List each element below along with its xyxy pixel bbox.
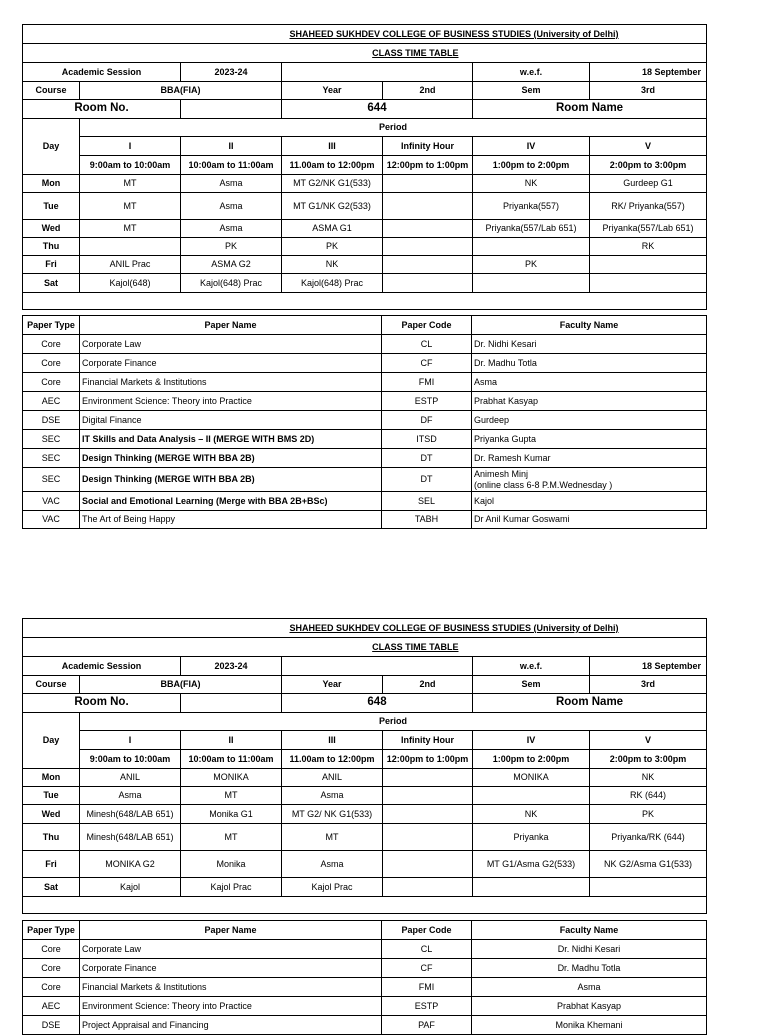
paper-code: DT [382, 468, 472, 492]
wef-label: w.e.f. [473, 63, 590, 82]
period-number: III [282, 731, 383, 750]
faculty-name [472, 468, 707, 492]
faculty-name-text: Animesh Minj [474, 469, 529, 480]
faculty-name-text: Prabhat Kasyap [474, 395, 539, 406]
course-value: BBA(FIA) [80, 82, 282, 100]
room-row [23, 100, 707, 119]
class-time-table-title: CLASS TIME TABLE [282, 638, 473, 657]
day-name: Mon [23, 769, 80, 787]
class-slot: Kajol Prac [181, 878, 282, 897]
faculty-name [472, 511, 707, 529]
sem-value: 3rd [590, 82, 707, 100]
period-number: V [590, 137, 707, 156]
faculty-name-text: Kajol [474, 495, 495, 506]
day-row [23, 769, 707, 787]
period-time: 9:00am to 10:00am [80, 750, 181, 769]
subtitle-row [23, 44, 707, 63]
class-slot: RK [590, 238, 707, 256]
paper-code: CL [382, 940, 472, 959]
period-number: I [80, 137, 181, 156]
paper-row [23, 373, 707, 392]
paper-code: FMI [382, 978, 472, 997]
paper-type: Core [23, 959, 80, 978]
paper-row [23, 940, 707, 959]
paper-row [23, 1016, 707, 1035]
day-row [23, 787, 707, 805]
day-name: Sat [23, 878, 80, 897]
class-slot: ASMA G2 [181, 256, 282, 274]
period-numbers-row [23, 137, 707, 156]
day-name: Mon [23, 175, 80, 193]
blank-cell [282, 63, 473, 82]
papers-header-row [23, 316, 707, 335]
day-name: Tue [23, 787, 80, 805]
faculty-name-text: Dr. Nidhi Kesari [557, 943, 621, 954]
class-slot: RK (644) [590, 787, 707, 805]
faculty-name [472, 430, 707, 449]
class-slot: Priyanka [473, 824, 590, 851]
class-slot: NK [590, 769, 707, 787]
paper-type: VAC [23, 492, 80, 511]
paper-name: Social and Emotional Learning (Merge with BBA 2B+BSc) [80, 492, 382, 511]
course-row [23, 676, 707, 694]
wef-value: 18 September [590, 63, 707, 82]
class-slot [383, 787, 473, 805]
year-label: Year [282, 82, 383, 100]
paper-type: VAC [23, 511, 80, 529]
class-slot: MT G2/NK G1(533) [282, 175, 383, 193]
day-name: Tue [23, 193, 80, 220]
period-time: 1:00pm to 2:00pm [473, 156, 590, 175]
period-number: IV [473, 137, 590, 156]
faculty-name-text: Dr. Ramesh Kumar [474, 452, 551, 463]
paper-code: FMI [382, 373, 472, 392]
period-number: IV [473, 731, 590, 750]
period-number: III [282, 137, 383, 156]
room-no-label: Room No. [23, 100, 181, 119]
class-slot: Gurdeep G1 [590, 175, 707, 193]
room-name-label: Room Name [473, 694, 707, 713]
faculty-name-text: Dr Anil Kumar Goswami [474, 514, 570, 525]
day-row [23, 805, 707, 824]
day-name: Fri [23, 851, 80, 878]
course-label: Course [23, 82, 80, 100]
paper-row [23, 959, 707, 978]
academic-session-value: 2023-24 [181, 63, 282, 82]
paper-row [23, 335, 707, 354]
day-row [23, 220, 707, 238]
day-name: Thu [23, 238, 80, 256]
paper-type: SEC [23, 468, 80, 492]
paper-code: DF [382, 411, 472, 430]
class-slot [383, 851, 473, 878]
day-row [23, 175, 707, 193]
class-slot: NK G2/Asma G1(533) [590, 851, 707, 878]
period-header: Period [80, 119, 707, 137]
paper-code: TABH [382, 511, 472, 529]
class-slot: NK [473, 805, 590, 824]
period-number: II [181, 137, 282, 156]
paper-code: PAF [382, 1016, 472, 1035]
academic-session-label: Academic Session [23, 657, 181, 676]
class-slot: Priyanka(557/Lab 651) [590, 220, 707, 238]
period-time: 2:00pm to 3:00pm [590, 156, 707, 175]
day-header: Day [23, 713, 80, 769]
faculty-name [472, 978, 707, 997]
room-row [23, 694, 707, 713]
period-time: 11.00am to 12:00pm [282, 156, 383, 175]
paper-name: Project Appraisal and Financing [80, 1016, 382, 1035]
paper-type: SEC [23, 430, 80, 449]
paper-name: Corporate Finance [80, 354, 382, 373]
paper-row [23, 492, 707, 511]
paper-type: Core [23, 354, 80, 373]
paper-type: SEC [23, 449, 80, 468]
faculty-name [472, 959, 707, 978]
class-slot: NK [473, 175, 590, 193]
paper-row [23, 449, 707, 468]
class-slot: Kajol(648) [80, 274, 181, 293]
course-row [23, 82, 707, 100]
paper-name: Corporate Finance [80, 959, 382, 978]
room-name-label: Room Name [473, 100, 707, 119]
paper-type: DSE [23, 411, 80, 430]
blank-cell [181, 100, 282, 119]
paper-name: Environment Science: Theory into Practice [80, 997, 382, 1016]
class-slot [590, 878, 707, 897]
class-slot: MONIKA [181, 769, 282, 787]
period-time: 9:00am to 10:00am [80, 156, 181, 175]
class-slot [383, 274, 473, 293]
blank-cell [473, 44, 707, 63]
class-slot: MT [181, 824, 282, 851]
faculty-name [472, 940, 707, 959]
class-slot [383, 824, 473, 851]
year-value: 2nd [383, 82, 473, 100]
day-row [23, 256, 707, 274]
paper-name-header: Paper Name [80, 316, 382, 335]
period-number: Infinity Hour [383, 137, 473, 156]
class-slot: PK [181, 238, 282, 256]
class-slot: MT [282, 824, 383, 851]
day-header: Day [23, 119, 80, 175]
class-slot: Kajol Prac [282, 878, 383, 897]
paper-row [23, 354, 707, 373]
period-numbers-row [23, 731, 707, 750]
paper-code: ESTP [382, 997, 472, 1016]
class-slot: NK [282, 256, 383, 274]
period-number: I [80, 731, 181, 750]
paper-code-header: Paper Code [382, 316, 472, 335]
day-name: Wed [23, 805, 80, 824]
year-value: 2nd [383, 676, 473, 694]
class-slot: ANIL Prac [80, 256, 181, 274]
faculty-name-text: Prabhat Kasyap [556, 1000, 622, 1011]
sem-value: 3rd [590, 676, 707, 694]
paper-type-header: Paper Type [23, 316, 80, 335]
paper-code-header: Paper Code [382, 921, 472, 940]
class-slot: MT [80, 220, 181, 238]
paper-row [23, 997, 707, 1016]
paper-row [23, 411, 707, 430]
faculty-name-text: Monika Khemani [555, 1019, 623, 1030]
class-slot [473, 878, 590, 897]
class-slot: Asma [181, 175, 282, 193]
paper-name: Design Thinking (MERGE WITH BBA 2B) [80, 449, 382, 468]
paper-name: Design Thinking (MERGE WITH BBA 2B) [80, 468, 382, 492]
faculty-name-text: Gurdeep [474, 414, 510, 425]
class-slot: Minesh(648/LAB 651) [80, 824, 181, 851]
sem-label: Sem [473, 676, 590, 694]
faculty-note: (online class 6-8 P.M.Wednesday ) [474, 479, 613, 490]
period-time: 12:00pm to 1:00pm [383, 750, 473, 769]
faculty-name [472, 354, 707, 373]
faculty-name [472, 449, 707, 468]
period-header: Period [80, 713, 707, 731]
period-time: 11.00am to 12:00pm [282, 750, 383, 769]
paper-name: IT Skills and Data Analysis – II (MERGE WITH BMS 2D) [80, 430, 382, 449]
period-times-row [23, 750, 707, 769]
class-slot: MT [181, 787, 282, 805]
period-row [23, 119, 707, 137]
class-slot [590, 274, 707, 293]
class-slot [473, 274, 590, 293]
college-name: SHAHEED SUKHDEV COLLEGE OF BUSINESS STUDIES (University of Delhi) [282, 25, 707, 44]
faculty-name [472, 411, 707, 430]
paper-type-header: Paper Type [23, 921, 80, 940]
paper-name: Environment Science: Theory into Practice [80, 392, 382, 411]
class-slot: MONIKA [473, 769, 590, 787]
paper-type: AEC [23, 997, 80, 1016]
class-slot: Kajol [80, 878, 181, 897]
course-value: BBA(FIA) [80, 676, 282, 694]
faculty-name [472, 492, 707, 511]
class-slot: MONIKA G2 [80, 851, 181, 878]
class-slot [383, 175, 473, 193]
blank-cell [23, 293, 707, 310]
class-slot: MT [80, 175, 181, 193]
class-slot: Asma [282, 851, 383, 878]
paper-code: ESTP [382, 392, 472, 411]
paper-code: DT [382, 449, 472, 468]
period-time: 10:00am to 11:00am [181, 156, 282, 175]
period-times-row [23, 156, 707, 175]
period-number: II [181, 731, 282, 750]
class-slot: Asma [80, 787, 181, 805]
period-time: 2:00pm to 3:00pm [590, 750, 707, 769]
subtitle-row [23, 638, 707, 657]
class-slot: Monika G1 [181, 805, 282, 824]
blank-row [23, 293, 707, 310]
day-row [23, 193, 707, 220]
day-name: Fri [23, 256, 80, 274]
paper-row [23, 511, 707, 529]
class-slot: Asma [282, 787, 383, 805]
faculty-name [472, 997, 707, 1016]
college-name: SHAHEED SUKHDEV COLLEGE OF BUSINESS STUDIES (University of Delhi) [282, 619, 707, 638]
faculty-name [472, 335, 707, 354]
class-slot: ASMA G1 [282, 220, 383, 238]
period-time: 10:00am to 11:00am [181, 750, 282, 769]
paper-type: Core [23, 940, 80, 959]
class-slot: RK/ Priyanka(557) [590, 193, 707, 220]
period-number: Infinity Hour [383, 731, 473, 750]
class-slot [383, 769, 473, 787]
paper-row [23, 468, 707, 492]
class-slot: Asma [181, 193, 282, 220]
blank-cell [473, 638, 707, 657]
class-slot: Priyanka(557/Lab 651) [473, 220, 590, 238]
session-row [23, 63, 707, 82]
day-row [23, 274, 707, 293]
class-slot: Priyanka(557) [473, 193, 590, 220]
wef-label: w.e.f. [473, 657, 590, 676]
day-row [23, 824, 707, 851]
paper-code: CL [382, 335, 472, 354]
paper-row [23, 978, 707, 997]
class-slot: MT [80, 193, 181, 220]
papers-header-row [23, 921, 707, 940]
class-slot [383, 805, 473, 824]
faculty-name-text: Priyanka Gupta [474, 433, 537, 444]
blank-cell [23, 638, 282, 657]
class-slot: MT G1/Asma G2(533) [473, 851, 590, 878]
day-name: Wed [23, 220, 80, 238]
class-slot [383, 878, 473, 897]
paper-name: Financial Markets & Institutions [80, 978, 382, 997]
paper-name-header: Paper Name [80, 921, 382, 940]
period-time: 12:00pm to 1:00pm [383, 156, 473, 175]
blank-cell [23, 897, 707, 914]
faculty-name-text: Dr. Nidhi Kesari [474, 338, 537, 349]
session-row [23, 657, 707, 676]
paper-row [23, 392, 707, 411]
class-slot: ANIL [80, 769, 181, 787]
faculty-name-header: Faculty Name [472, 316, 707, 335]
papers-table [22, 315, 707, 529]
paper-type: DSE [23, 1016, 80, 1035]
period-number: V [590, 731, 707, 750]
blank-cell [181, 694, 282, 713]
academic-session-label: Academic Session [23, 63, 181, 82]
paper-code: CF [382, 354, 472, 373]
class-slot [590, 256, 707, 274]
blank-cell [23, 619, 282, 638]
paper-code: SEL [382, 492, 472, 511]
paper-type: Core [23, 373, 80, 392]
class-slot [383, 238, 473, 256]
faculty-name [472, 392, 707, 411]
paper-code: ITSD [382, 430, 472, 449]
papers-table [22, 920, 707, 1035]
faculty-name-text: Asma [474, 376, 498, 387]
paper-code: CF [382, 959, 472, 978]
college-title-row [23, 25, 707, 44]
paper-name: The Art of Being Happy [80, 511, 382, 529]
class-slot [80, 238, 181, 256]
class-slot: PK [473, 256, 590, 274]
paper-name: Financial Markets & Institutions [80, 373, 382, 392]
class-slot: MT G1/NK G2(533) [282, 193, 383, 220]
sem-label: Sem [473, 82, 590, 100]
blank-cell [282, 657, 473, 676]
blank-cell [23, 25, 282, 44]
academic-session-value: 2023-24 [181, 657, 282, 676]
class-slot: Monika [181, 851, 282, 878]
day-row [23, 851, 707, 878]
period-row [23, 713, 707, 731]
class-slot: MT G2/ NK G1(533) [282, 805, 383, 824]
class-slot: PK [590, 805, 707, 824]
year-label: Year [282, 676, 383, 694]
room-no-value: 644 [282, 100, 473, 119]
paper-type: AEC [23, 392, 80, 411]
class-slot [383, 220, 473, 238]
room-no-value: 648 [282, 694, 473, 713]
class-slot: Kajol(648) Prac [282, 274, 383, 293]
class-slot: ANIL [282, 769, 383, 787]
paper-type: Core [23, 335, 80, 354]
period-time: 1:00pm to 2:00pm [473, 750, 590, 769]
room-no-label: Room No. [23, 694, 181, 713]
paper-name: Corporate Law [80, 940, 382, 959]
class-time-table-title: CLASS TIME TABLE [282, 44, 473, 63]
class-slot [473, 787, 590, 805]
day-name: Sat [23, 274, 80, 293]
class-slot [383, 193, 473, 220]
class-slot: Priyanka/RK (644) [590, 824, 707, 851]
faculty-name-text: Dr. Madhu Totla [474, 357, 537, 368]
course-label: Course [23, 676, 80, 694]
faculty-name [472, 1016, 707, 1035]
faculty-name [472, 373, 707, 392]
faculty-name-text: Dr. Madhu Totla [557, 962, 621, 973]
day-row [23, 238, 707, 256]
blank-row [23, 897, 707, 914]
paper-name: Corporate Law [80, 335, 382, 354]
class-slot: PK [282, 238, 383, 256]
faculty-name-header: Faculty Name [472, 921, 707, 940]
day-name: Thu [23, 824, 80, 851]
paper-row [23, 430, 707, 449]
class-timetable [22, 24, 707, 310]
day-row [23, 878, 707, 897]
class-slot [473, 238, 590, 256]
class-timetable [22, 618, 707, 914]
wef-value: 18 September [590, 657, 707, 676]
class-slot [383, 256, 473, 274]
blank-cell [23, 44, 282, 63]
paper-type: Core [23, 978, 80, 997]
class-slot: Kajol(648) Prac [181, 274, 282, 293]
college-title-row [23, 619, 707, 638]
paper-name: Digital Finance [80, 411, 382, 430]
class-slot: Minesh(648/LAB 651) [80, 805, 181, 824]
faculty-name-text: Asma [577, 981, 601, 992]
class-slot: Asma [181, 220, 282, 238]
